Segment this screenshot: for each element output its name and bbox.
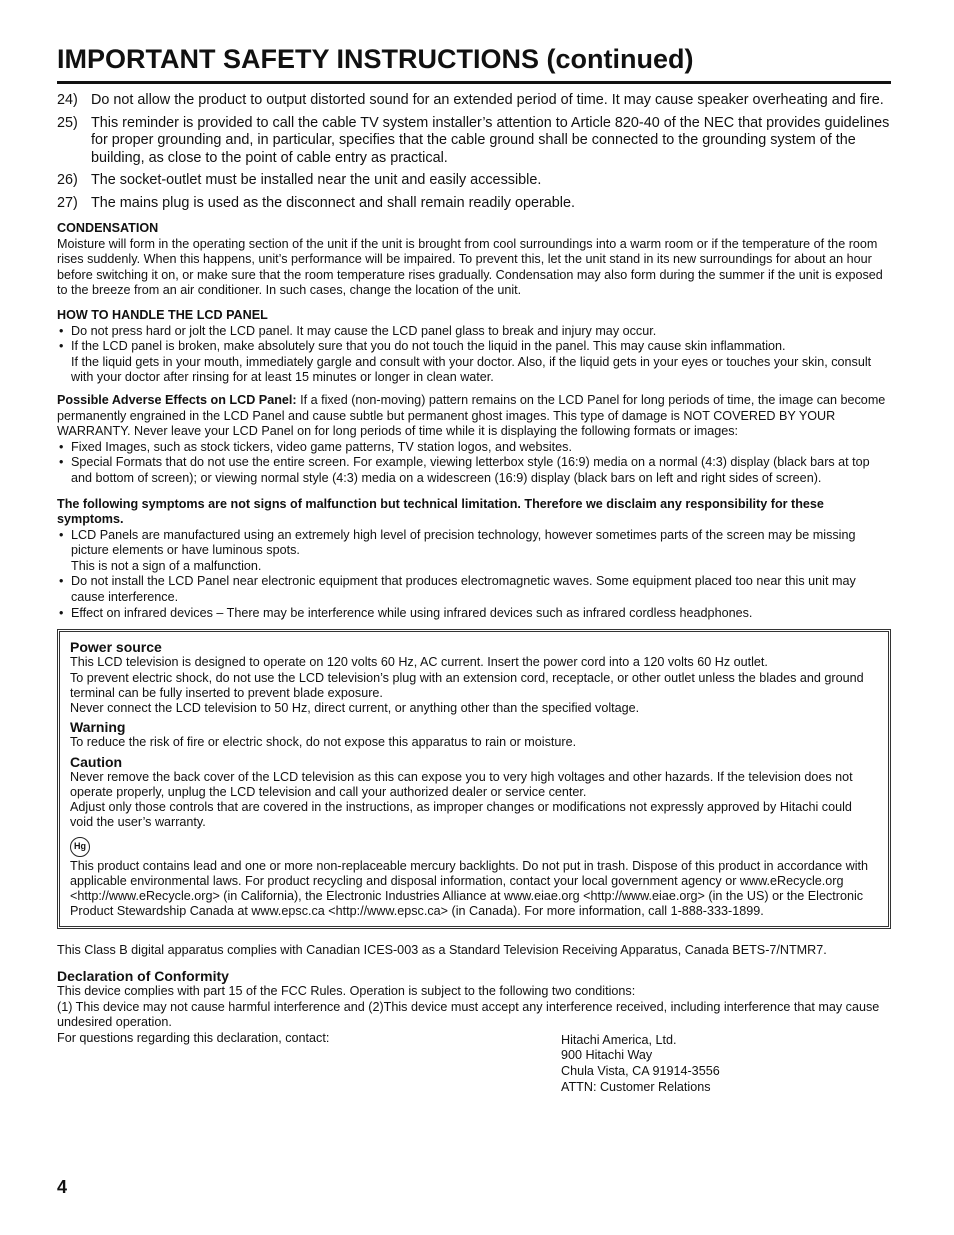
adverse-list: [57, 440, 891, 487]
symptoms-heading: The following symptoms are not signs of malfunction but technical limitation. Therefore we disclaim any responsibility for these symptoms.: [57, 496, 824, 527]
lcd-sub-text: If the liquid gets in your mouth, immediately gargle and consult with your doctor. Also, if the liquid gets in your eyes or touches your skin, consult with your doctor after rinsing for at least 15 minutes or longer in clean water.: [71, 354, 872, 385]
declaration-contact: [57, 1031, 891, 1095]
lcd-heading: HOW TO HANDLE THE LCD PANEL: [57, 307, 268, 322]
list-item: • Special Formats that do not use the entire screen. For example, viewing letterbox style (16:9) media on a normal (4:3) display (black bars at top and bottom of screen); or viewing normal style (4:3) media on a widescreen (16:9) display (black bars on left and right sides of screen).: [57, 455, 891, 486]
class-b-statement: This Class B digital apparatus complies with Canadian ICES-003 as a Standard Television Receiving Apparatus, Canada BETS-7/NTMR7.: [57, 942, 827, 957]
numbered-list: [57, 92, 891, 212]
contact-address: Hitachi America, Ltd. 900 Hitachi Way Chula Vista, CA 91914-3556 ATTN: Customer Relations: [561, 1032, 720, 1094]
declaration-heading: Declaration of Conformity: [57, 967, 229, 984]
list-item: • Do not install the LCD Panel near electronic equipment that produces electromagnetic waves. Some equipment placed too near this unit may cause interference.: [57, 574, 891, 605]
warning-text: To reduce the risk of fire or electric shock, do not expose this apparatus to rain or moisture.: [70, 735, 577, 750]
declaration-section: [57, 969, 891, 1096]
power-warning-box: [57, 629, 891, 928]
list-item: • If the LCD panel is broken, make absolutely sure that you do not touch the liquid in the panel. This may cause skin inflammation. If the liquid gets in your mouth, immediately gargle and consult with your doctor. Also, if the liquid gets in your eyes or touches your skin, consult with your doctor after rinsing for at least 15 minutes or longer in clean water.: [57, 339, 891, 386]
page-content: [57, 44, 891, 1095]
list-item: • Do not press hard or jolt the LCD panel. It may cause the LCD panel glass to break and injury may occur.: [57, 324, 891, 340]
list-item: 26) The socket-outlet must be installed near the unit and easily accessible.: [57, 172, 542, 188]
adverse-effects-paragraph: Possible Adverse Effects on LCD Panel: If a fixed (non-moving) pattern remains on the LCD Panel for long periods of time, the image can become permanently engrained in the LCD Panel and cause subtle but permanent ghost images. This type of damage is NOT COVERED BY YOUR WARRANTY. Never leave your LCD Panel on for long periods of time while it is displaying the following formats or images:: [57, 392, 886, 439]
power-source-heading: Power source: [70, 639, 162, 656]
declaration-line-2: (1) This device may not cause harmful interference and (2)This device must accept any interference received, including interference that may cause undesired operation.: [57, 999, 880, 1030]
page-number: 4: [57, 1177, 68, 1197]
list-item: • LCD Panels are manufactured using an extremely high level of precision technology, however sometimes parts of the screen may be missing picture elements or have luminous spots. This is not a sign of a malfunction.: [57, 528, 891, 575]
condensation-section: [57, 221, 891, 621]
power-text-2: To prevent electric shock, do not use the LCD television’s plug with an extension cord, receptacle, or other outlet unless the blades and ground terminal can be fully inserted to prevent blade exposure.: [70, 670, 864, 700]
list-item: 27) The mains plug is used as the disconnect and shall remain readily operable.: [57, 194, 575, 211]
caution-heading: Caution: [70, 753, 123, 770]
warning-heading: Warning: [70, 719, 126, 736]
symptoms-list: [57, 528, 891, 622]
declaration-line-1: This device complies with part 15 of the FCC Rules. Operation is subject to the following two conditions:: [57, 984, 636, 999]
page-title: IMPORTANT SAFETY INSTRUCTIONS (continued): [57, 44, 891, 84]
lcd-list: [57, 324, 891, 386]
list-item: • Fixed Images, such as stock tickers, video game patterns, TV station logos, and websites.: [57, 440, 891, 456]
power-text-3: Never connect the LCD television to 50 Hz, direct current, or anything other than the specified voltage.: [70, 701, 640, 716]
caution-text-1: Never remove the back cover of the LCD television as this can expose you to very high voltages and other hazards. If the television does not operate properly, unplug the LCD television and call your authorized dealer or service center.: [70, 769, 853, 800]
adverse-lead: Possible Adverse Effects on LCD Panel:: [57, 392, 297, 407]
list-item: 25) This reminder is provided to call the cable TV system installer’s attention to Article 820-40 of the NEC that provides guidelines for proper grounding and, in particular, specifies that the cable ground shall be connected to the grounding system of the building, as close to the point of cable entry as practical.: [57, 114, 890, 166]
mercury-hg-icon: Hg: [70, 837, 90, 857]
mercury-text: This product contains lead and one or more non-replaceable mercury backlights. Do not put in trash. Dispose of this product in accordance with applicable environmental laws. For product recycling and disposal information, contact your local government agency or www.eRecycle.org <http://www.eRecycle.org> (in California), the Electronic Industries Alliance at www.eiae.org <http://www.eiae.org> (in the US) or the Electronic Product Stewardship Canada at www.epsc.ca <http://www.epsc.ca> (in Canada). For more information, call 1-888-333-1899.: [70, 858, 869, 919]
list-item: • Effect on infrared devices – There may be interference while using infrared devices such as infrared cordless headphones.: [57, 606, 891, 622]
condensation-text: Moisture will form in the operating section of the unit if the unit is brought from cool surroundings into a warm room or if the temperature of the room rises suddenly. When this happens, unit’s performance will be impaired. To prevent this, let the unit stand in its new surroundings for about an hour before switching it on, or make sure that the room temperature rises gradually. Condensation may also form during the summer if the unit is exposed to the breeze from an air conditioner. In such cases, change the location of the unit.: [57, 236, 883, 298]
caution-text-2: Adjust only those controls that are covered in the instructions, as improper changes or modifications not expressly approved by Hitachi could void the user’s warranty.: [70, 800, 852, 830]
condensation-heading: CONDENSATION: [57, 221, 159, 235]
contact-label: For questions regarding this declaration, contact:: [57, 1030, 330, 1045]
list-item: 24) Do not allow the product to output distorted sound for an extended period of time. It may cause speaker overheating and fire.: [57, 92, 884, 108]
power-text-1: This LCD television is designed to operate on 120 volts 60 Hz, AC current. Insert the power cord into a 120 volts 60 Hz outlet.: [70, 655, 768, 670]
